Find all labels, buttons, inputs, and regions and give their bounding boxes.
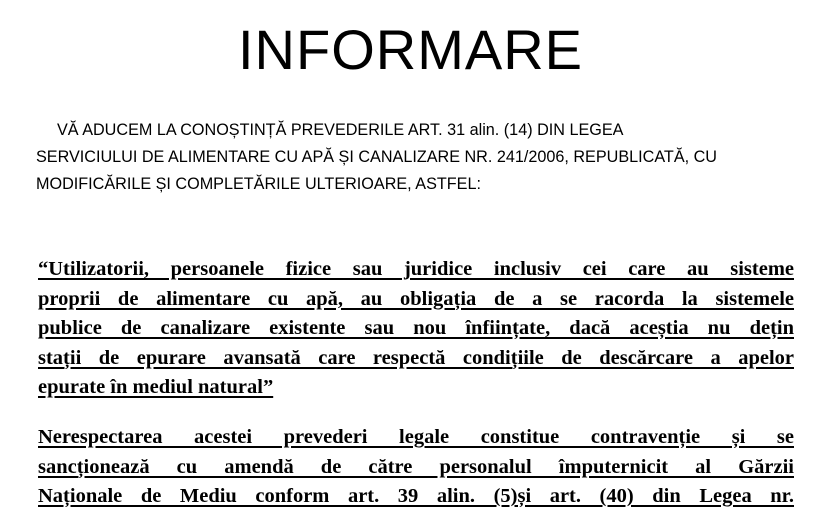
quote-line: publice de canalizare existente sau nou înființate, dacă aceștia nu dețin: [38, 317, 794, 339]
intro-line: MODIFICĂRILE ȘI COMPLETĂRILE ULTERIOARE, ASTFEL:: [36, 175, 481, 193]
intro-paragraph: [36, 117, 796, 198]
quote-line: epurate în mediul natural”: [38, 376, 274, 398]
notice-line: Naționale de Mediu conform art. 39 alin. (5)și art. (40) din Legea nr.: [38, 485, 794, 507]
intro-line: SERVICIULUI DE ALIMENTARE CU APĂ ȘI CANALIZARE NR. 241/2006, REPUBLICATĂ, CU: [36, 148, 717, 166]
quote-line: stații de epurare avansată care respectă condițiile de descărcare a apelor: [38, 346, 794, 369]
document-title: INFORMARE: [238, 18, 583, 81]
law-quote-paragraph: [38, 255, 794, 403]
notice-line: sancționează cu amendă de către personalul împuternicit al Gărzii: [38, 455, 794, 478]
intro-line: VĂ ADUCEM LA CONOȘTINȚĂ PREVEDERILE ART. 31 alin. (14) DIN LEGEA: [57, 121, 624, 139]
notice-line: Nerespectarea acestei prevederi legale constitue contravenție și se: [38, 426, 794, 448]
quote-line: “Utilizatorii, persoanele fizice sau juridice inclusiv cei care au sisteme: [38, 258, 794, 280]
penalty-notice-paragraph: [38, 423, 794, 512]
quote-line: proprii de alimentare cu apă, au obligația de a se racorda la sistemele: [38, 287, 794, 310]
